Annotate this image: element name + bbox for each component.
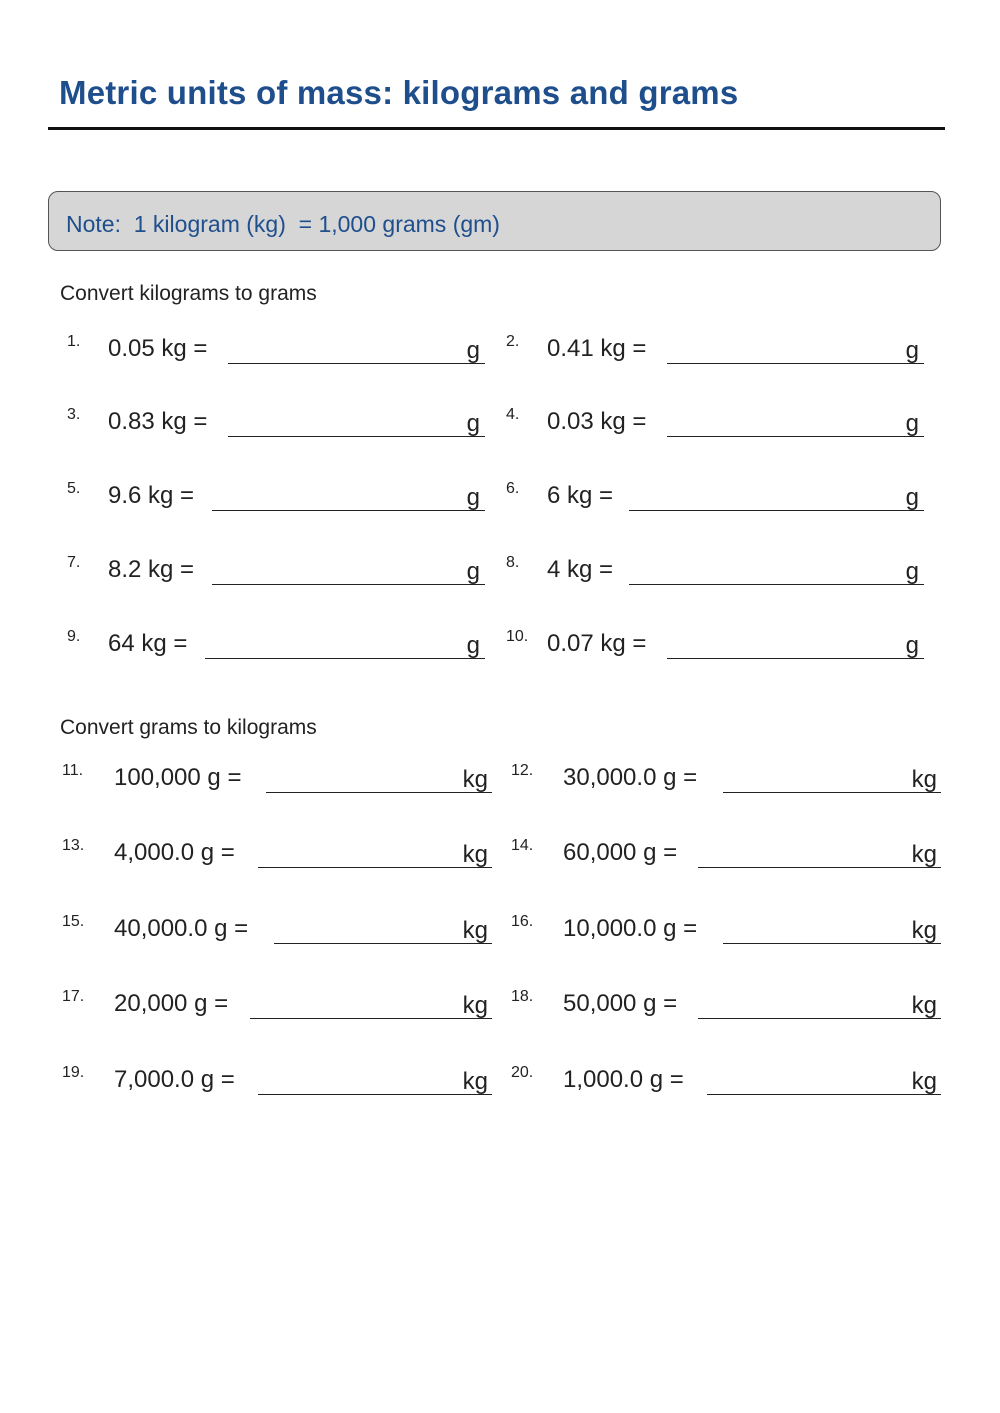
- question-prompt: 7,000.0 g =: [114, 1066, 235, 1093]
- question-number: 13.: [62, 837, 85, 854]
- answer-blank[interactable]: [205, 658, 485, 659]
- question-item: [506, 480, 924, 520]
- answer-unit: g: [905, 337, 919, 364]
- question-prompt: 4 kg =: [547, 556, 614, 583]
- question-prompt: 0.05 kg =: [108, 335, 208, 362]
- question-number: 9.: [67, 628, 81, 645]
- question-prompt: 40,000.0 g =: [114, 915, 249, 942]
- answer-unit: g: [466, 337, 480, 364]
- answer-unit: g: [466, 484, 480, 511]
- question-number: 8.: [506, 554, 520, 571]
- question-number: 1.: [67, 333, 81, 350]
- answer-blank[interactable]: [667, 436, 924, 437]
- answer-blank[interactable]: [258, 1094, 492, 1095]
- question-number: 11.: [62, 762, 84, 779]
- answer-blank[interactable]: [707, 1094, 941, 1095]
- question-prompt: 9.6 kg =: [108, 482, 195, 509]
- question-number: 20.: [511, 1064, 534, 1081]
- answer-unit: g: [905, 410, 919, 437]
- answer-unit: kg: [911, 841, 937, 868]
- question-item: [67, 554, 485, 594]
- question-number: 15.: [62, 913, 85, 930]
- question-number: 2.: [506, 333, 520, 350]
- answer-blank[interactable]: [266, 792, 492, 793]
- answer-blank[interactable]: [212, 584, 485, 585]
- question-prompt: 4,000.0 g =: [114, 839, 235, 866]
- question-item: [511, 837, 941, 877]
- question-item: [67, 406, 485, 446]
- question-number: 10.: [506, 628, 529, 645]
- answer-unit: g: [905, 484, 919, 511]
- answer-blank[interactable]: [698, 867, 941, 868]
- question-item: [506, 554, 924, 594]
- question-item: [62, 1064, 492, 1104]
- question-prompt: 1,000.0 g =: [563, 1066, 684, 1093]
- question-item: [67, 333, 485, 373]
- question-number: 17.: [62, 988, 85, 1005]
- answer-blank[interactable]: [228, 436, 485, 437]
- question-item: [511, 988, 941, 1028]
- answer-blank[interactable]: [212, 510, 485, 511]
- question-item: [62, 762, 492, 802]
- answer-unit: g: [905, 632, 919, 659]
- question-item: [67, 628, 485, 668]
- question-item: [506, 333, 924, 373]
- answer-unit: kg: [911, 1068, 937, 1095]
- question-prompt: 64 kg =: [108, 630, 188, 657]
- question-number: 3.: [67, 406, 81, 423]
- question-number: 18.: [511, 988, 534, 1005]
- answer-unit: g: [905, 558, 919, 585]
- answer-blank[interactable]: [629, 584, 924, 585]
- question-item: [506, 406, 924, 446]
- title-divider: [48, 127, 945, 130]
- question-item: [506, 628, 924, 668]
- question-number: 12.: [511, 762, 534, 779]
- note-box: [48, 191, 941, 251]
- question-prompt: 20,000 g =: [114, 990, 229, 1017]
- answer-unit: g: [466, 632, 480, 659]
- question-item: [62, 988, 492, 1028]
- answer-blank[interactable]: [698, 1018, 941, 1019]
- answer-unit: kg: [911, 992, 937, 1019]
- question-item: [62, 913, 492, 953]
- question-item: [62, 837, 492, 877]
- question-item: [511, 1064, 941, 1104]
- answer-blank[interactable]: [629, 510, 924, 511]
- answer-blank[interactable]: [723, 943, 941, 944]
- answer-unit: kg: [911, 766, 937, 793]
- answer-unit: kg: [462, 841, 488, 868]
- question-number: 16.: [511, 913, 534, 930]
- answer-unit: kg: [462, 766, 488, 793]
- answer-blank[interactable]: [228, 363, 485, 364]
- section-heading-g-to-kg: Convert grams to kilograms: [60, 716, 317, 739]
- question-number: 7.: [67, 554, 81, 571]
- note-text: Note: 1 kilogram (kg) = 1,000 grams (gm): [66, 211, 500, 237]
- question-number: 5.: [67, 480, 81, 497]
- question-number: 4.: [506, 406, 520, 423]
- answer-blank[interactable]: [258, 867, 492, 868]
- answer-blank[interactable]: [723, 792, 941, 793]
- question-prompt: 6 kg =: [547, 482, 614, 509]
- question-prompt: 0.07 kg =: [547, 630, 647, 657]
- question-prompt: 100,000 g =: [114, 764, 242, 791]
- question-prompt: 60,000 g =: [563, 839, 678, 866]
- question-number: 14.: [511, 837, 534, 854]
- answer-unit: kg: [462, 1068, 488, 1095]
- question-prompt: 30,000.0 g =: [563, 764, 698, 791]
- answer-unit: kg: [462, 917, 488, 944]
- question-number: 19.: [62, 1064, 85, 1081]
- answer-blank[interactable]: [250, 1018, 492, 1019]
- question-item: [511, 913, 941, 953]
- question-prompt: 0.41 kg =: [547, 335, 647, 362]
- answer-blank[interactable]: [274, 943, 492, 944]
- question-prompt: 10,000.0 g =: [563, 915, 698, 942]
- question-prompt: 50,000 g =: [563, 990, 678, 1017]
- answer-unit: g: [466, 410, 480, 437]
- answer-unit: kg: [911, 917, 937, 944]
- question-prompt: 0.83 kg =: [108, 408, 208, 435]
- question-number: 6.: [506, 480, 520, 497]
- question-prompt: 0.03 kg =: [547, 408, 647, 435]
- page-title: Metric units of mass: kilograms and grams: [59, 74, 739, 111]
- answer-unit: kg: [462, 992, 488, 1019]
- section-heading-kg-to-g: Convert kilograms to grams: [60, 282, 317, 305]
- answer-blank[interactable]: [667, 363, 924, 364]
- question-item: [511, 762, 941, 802]
- question-item: [67, 480, 485, 520]
- answer-blank[interactable]: [667, 658, 924, 659]
- answer-unit: g: [466, 558, 480, 585]
- question-prompt: 8.2 kg =: [108, 556, 195, 583]
